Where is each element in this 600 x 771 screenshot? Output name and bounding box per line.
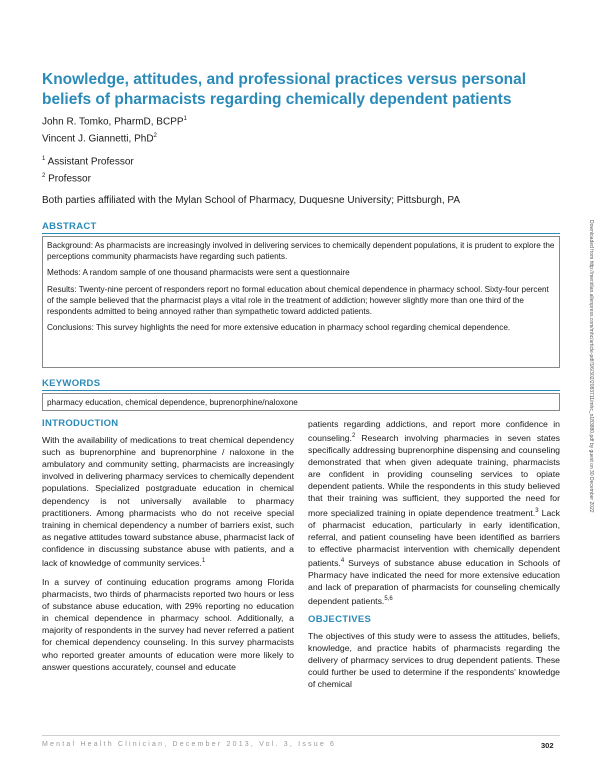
intro-paragraph-2-continued — [308, 418, 560, 607]
author-2-name: Vincent J. Giannetti, PhD — [42, 133, 154, 145]
intro-paragraph-1-text: With the availability of medications to treat chemical dependency such as buprenorphine and buprenorphine / naloxone in the ambulatory and community setting, pharmacists are increasingly involved in delivering pharmacy services to chemically dependent populations. Specialized postgraduate education in chemical dependency is not universally available to pharmacy practitioners. Among pharmacists who do not receive special training in chemical dependency a number of barriers exist, such as negative attitudes toward substance abuse, pharmacist lack of confidence in discussing substance abuse with patients, and a lack of knowledge of community services. — [42, 435, 294, 568]
keywords-heading: KEYWORDS — [42, 378, 101, 389]
intro-text-a: patients regarding addictions, and report more confidence in counseling. — [308, 419, 560, 443]
intro-ref-1: 1 — [201, 558, 206, 565]
abstract-heading: ABSTRACT — [42, 221, 97, 232]
abstract-box — [42, 236, 560, 368]
footnote-1-mark: 1 — [42, 156, 46, 162]
author-1-name: John R. Tomko, PharmD, BCPP — [42, 116, 184, 128]
objectives-paragraph: The objectives of this study were to assess the attitudes, beliefs, knowledge, and practice habits of pharmacists regarding the delivery of pharmacy services to drug dependent patients. These could further be used to determine if the respondents' knowledge of chemical — [308, 631, 560, 690]
author-footnotes — [42, 152, 134, 187]
footnote-2 — [42, 169, 134, 186]
keywords-rule — [42, 390, 560, 391]
intro-ref-4: 4 — [340, 557, 345, 564]
author-1-mark: 1 — [183, 116, 187, 122]
abstract-methods: Methods: A random sample of one thousand pharmacists were sent a questionnaire — [47, 268, 350, 278]
author-list — [42, 112, 187, 147]
footer-rule — [42, 735, 560, 736]
intro-text-c: Lack of pharmacist education, particularly in early identification, referral, and patient counseling have been identified as barriers to effective pharmacist intervention with chemically dependent patients. — [308, 507, 560, 568]
intro-ref-3: 3 — [535, 507, 539, 514]
author-2-mark: 2 — [153, 133, 157, 140]
author-1 — [42, 112, 187, 129]
abstract-conclusions: Conclusions: This survey highlights the need for more extensive education in pharmacy school regarding chemical dependence. — [47, 323, 511, 333]
footnote-1 — [42, 152, 134, 169]
intro-ref-2: 2 — [351, 433, 356, 440]
intro-paragraph-1 — [42, 434, 294, 569]
affiliation: Both parties affiliated with the Mylan School of Pharmacy, Duquesne University; Pittsburgh, PA — [42, 195, 460, 206]
footnote-1-text: Assistant Professor — [47, 156, 134, 168]
introduction-heading: INTRODUCTION — [42, 418, 119, 429]
intro-text-d: Surveys of substance abuse education in Schools of Pharmacy have indicated the need for more extensive education and lack of preparation of pharmacists for counseling chemically dependent patients. — [308, 557, 560, 606]
journal-footer: Mental Health Clinician, December 2013, Vol. 3, Issue 6 — [42, 741, 337, 748]
footnote-2-text: Professor — [48, 173, 91, 185]
author-2 — [42, 129, 187, 146]
intro-text-b: Research involving pharmacies in seven states specifically addressing buprenorphine dispensing and counseling demonstrated that when given adequate training, pharmacists are confident in providing counseling services to opiate dependent patients. While the respondents in this study believed that their training was sufficient, they supported the need for more specialized training in opiate dependence treatment. — [308, 432, 560, 518]
article-title: Knowledge, attitudes, and professional practices versus personal beliefs of pharmacists regarding chemically dependent patients — [42, 71, 527, 108]
download-watermark: Downloaded from http://meridian.allenpress.com/mhc/article-pdf/3/6/302/2083711/mhc_n183880.pdf by guest on 30 December 2022 — [588, 220, 594, 513]
footnote-2-mark: 2 — [42, 173, 46, 180]
abstract-background: Background: As pharmacists are increasingly involved in delivering services to chemically dependent populations, it is prudent to explore the perceptions community pharmacists have regarding such patients. — [47, 241, 555, 262]
abstract-results: Results: Twenty-nine percent of responders report no formal education about chemical dependence in pharmacy school. Sixty-four percent of the sample believed that the pharmacist plays a vital role in the treatment of addiction; however slightly more than one third of the respondents admitted to being annoyed rather than sympathetic toward addicted patients. — [47, 284, 549, 317]
objectives-heading: OBJECTIVES — [308, 613, 372, 625]
right-column — [308, 418, 560, 698]
intro-paragraph-2: In a survey of continuing education programs among Florida pharmacists, two thirds of pharmacists reported two hours or less of substance abuse education, with 29% reporting no education in chemical dependence in pharmacy school. Additionally, a majority of respondents in the survey had never referred a patient for chemical dependency counseling. In this survey pharmacists who reported greater amounts of education were more likely to answer questions accurately, counsel and educate — [42, 577, 294, 672]
left-column — [42, 418, 294, 680]
abstract-rule — [42, 233, 560, 234]
keywords-box: pharmacy education, chemical dependence, buprenorphine/naloxone — [42, 393, 560, 411]
intro-ref-5-6: 5,6 — [384, 595, 393, 602]
page-number: 302 — [541, 741, 554, 750]
